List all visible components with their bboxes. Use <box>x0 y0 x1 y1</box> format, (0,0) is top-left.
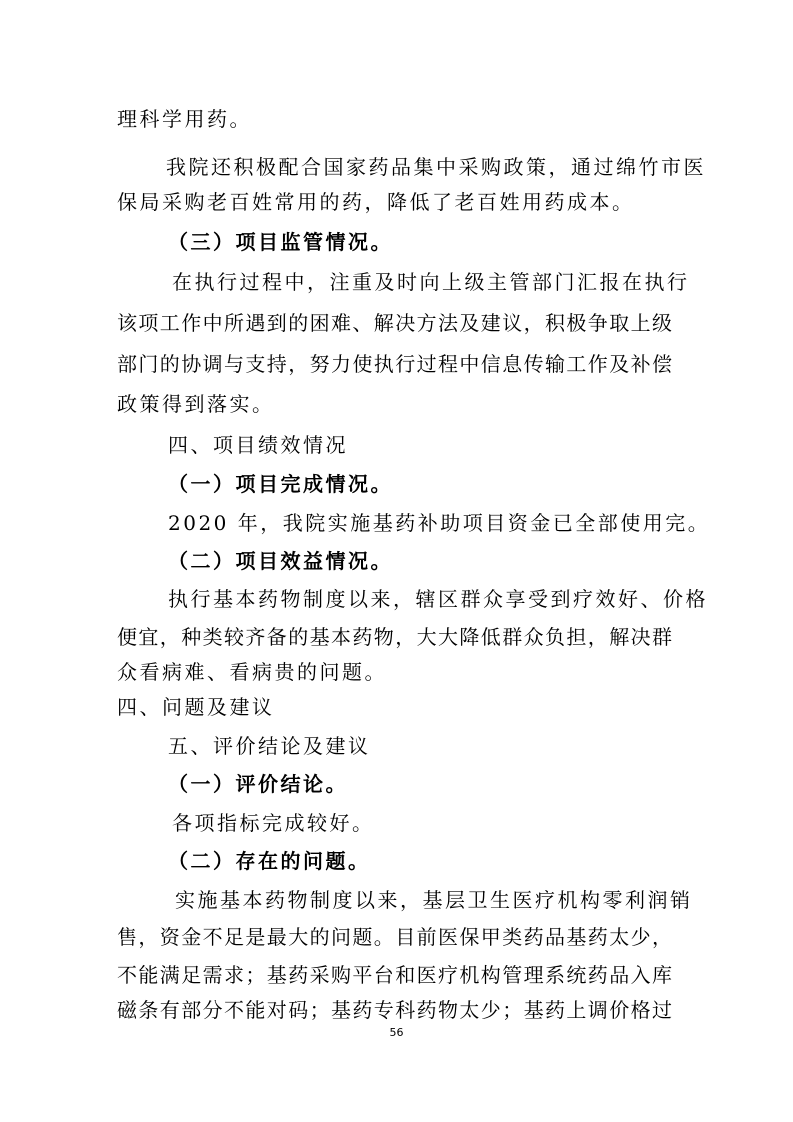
paragraph-line-24: 磁条有部分不能对码；基药专科药物太少；基药上调价格过 <box>117 998 672 1022</box>
paragraph-line-7: 部门的协调与支持，努力使执行过程中信息传输工作及补偿 <box>117 352 672 376</box>
section-heading-project-supervision: （三）项目监管情况。 <box>168 230 393 254</box>
paragraph-line-11: 2020 年，我院实施基药补助项目资金已全部使用完。 <box>168 511 711 535</box>
section-heading-performance: 四、项目绩效情况 <box>168 433 348 457</box>
paragraph-line-21: 实施基本药物制度以来，基层卫生医疗机构零利润销 <box>175 888 693 912</box>
subheading-existing-problems: （二）存在的问题。 <box>168 849 371 873</box>
paragraph-line-23: 不能满足需求；基药采购平台和医疗机构管理系统药品入库 <box>117 963 672 987</box>
paragraph-line-2: 我院还积极配合国家药品集中采购政策，通过绵竹市医 <box>166 155 706 179</box>
paragraph-line-13: 执行基本药物制度以来，辖区群众享受到疗效好、价格 <box>168 587 708 611</box>
paragraph-line-1: 理科学用药。 <box>117 107 252 131</box>
paragraph-line-6: 该项工作中所遇到的困难、解决方法及建议，积极争取上级 <box>117 311 672 335</box>
paragraph-line-5: 在执行过程中，注重及时向上级主管部门汇报在执行 <box>172 270 690 294</box>
paragraph-line-15: 众看病难、看病贵的问题。 <box>117 660 387 684</box>
paragraph-line-14: 便宜，种类较齐备的基本药物，大大降低群众负担，解决群 <box>117 625 672 649</box>
section-heading-evaluation: 五、评价结论及建议 <box>168 734 371 758</box>
subheading-completion: （一）项目完成情况。 <box>168 472 393 496</box>
section-heading-issues: 四、问题及建议 <box>117 695 275 719</box>
paragraph-line-22: 售，资金不足是最大的问题。目前医保甲类药品基药太少， <box>117 925 672 949</box>
subheading-evaluation-conclusion: （一）评价结论。 <box>168 772 348 796</box>
paragraph-line-3: 保局采购老百姓常用的药，降低了老百姓用药成本。 <box>117 190 635 214</box>
page-number: 56 <box>389 1026 404 1039</box>
subheading-benefits: （二）项目效益情况。 <box>168 549 393 573</box>
paragraph-line-19: 各项指标完成较好。 <box>172 811 375 835</box>
paragraph-line-8: 政策得到落实。 <box>117 392 275 416</box>
